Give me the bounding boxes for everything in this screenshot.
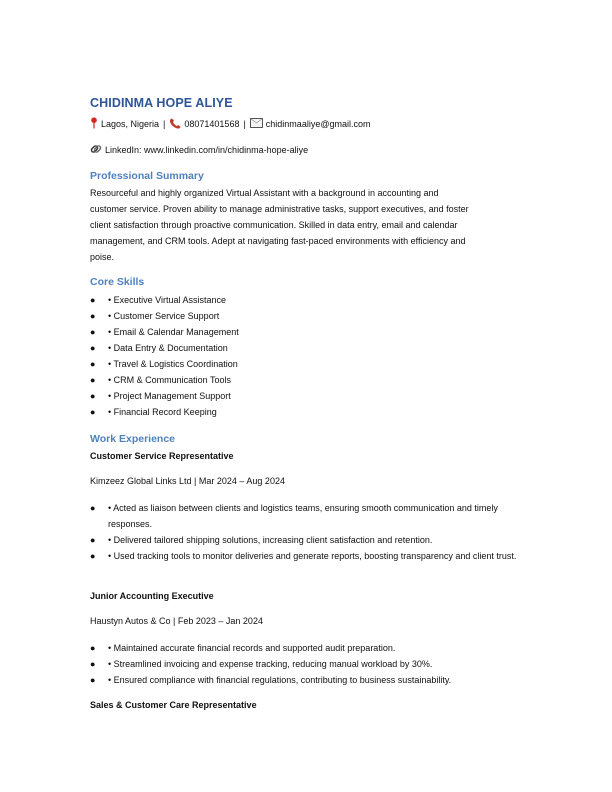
job-bullets xyxy=(90,640,520,688)
skills-list xyxy=(90,292,520,420)
skill-item: ● • Data Entry & Documentation xyxy=(90,340,520,356)
job-title: Customer Service Representative xyxy=(90,451,234,461)
bullet-icon: ● xyxy=(90,391,96,401)
bullet-icon: ● xyxy=(90,675,96,685)
summary-text xyxy=(90,185,530,265)
job-company-dates: Haustyn Autos & Co | Feb 2023 – Jan 2024 xyxy=(90,616,263,626)
job-title: Sales & Customer Care Representative xyxy=(90,700,257,710)
phone-text: 08071401568 xyxy=(184,119,240,129)
job-bullet: ● • Maintained accurate financial records and supported audit preparation. xyxy=(90,640,520,656)
job-bullets xyxy=(90,500,520,564)
contact-line xyxy=(90,117,370,131)
envelope-icon xyxy=(250,118,263,130)
job-title: Junior Accounting Executive xyxy=(90,591,214,601)
bullet-icon: ● xyxy=(90,535,96,545)
bullet-icon: ● xyxy=(90,503,96,513)
pin-icon xyxy=(90,117,98,131)
job-bullet: ● • Used tracking tools to monitor deliveries and generate reports, boosting transparency and client trust. xyxy=(90,548,520,564)
experience-heading: Work Experience xyxy=(90,433,176,445)
bullet-icon: ● xyxy=(90,343,96,353)
phone-icon xyxy=(169,118,181,131)
job-bullet: ● • Acted as liaison between clients and logistics teams, ensuring smooth communication and timely responses. xyxy=(90,500,520,532)
bullet-icon: ● xyxy=(90,551,96,561)
bullet-icon: ● xyxy=(90,359,96,369)
bullet-icon: ● xyxy=(90,295,96,305)
separator: | xyxy=(243,119,246,129)
bullet-icon: ● xyxy=(90,327,96,337)
job-bullet: ● • Ensured compliance with financial regulations, contributing to business sustainability. xyxy=(90,672,520,688)
summary-line: poise. xyxy=(90,252,115,262)
skill-item: ● • Project Management Support xyxy=(90,388,520,404)
skill-item: ● • Executive Virtual Assistance xyxy=(90,292,520,308)
summary-heading: Professional Summary xyxy=(90,170,204,182)
separator: | xyxy=(163,119,166,129)
link-icon xyxy=(90,143,102,157)
skills-heading: Core Skills xyxy=(90,276,145,288)
linkedin-link[interactable]: LinkedIn: www.linkedin.com/in/chidinma-hope-aliye xyxy=(105,145,309,155)
bullet-icon: ● xyxy=(90,643,96,653)
job-company-dates: Kimzeez Global Links Ltd | Mar 2024 – Aug 2024 xyxy=(90,476,285,486)
location-text: Lagos, Nigeria xyxy=(101,119,160,129)
linkedin-line xyxy=(90,143,308,157)
summary-line: customer service. Proven ability to manage administrative tasks, support executives, and foster xyxy=(90,204,469,214)
skill-item: ● • Email & Calendar Management xyxy=(90,324,520,340)
bullet-icon: ● xyxy=(90,407,96,417)
bullet-icon: ● xyxy=(90,659,96,669)
skill-item: ● • Travel & Logistics Coordination xyxy=(90,356,520,372)
summary-line: Resourceful and highly organized Virtual Assistant with a background in accounting and xyxy=(90,188,439,198)
skill-item: ● • Financial Record Keeping xyxy=(90,404,520,420)
bullet-icon: ● xyxy=(90,375,96,385)
summary-line: client satisfaction through proactive communication. Skilled in data entry, email and calendar xyxy=(90,220,458,230)
bullet-icon: ● xyxy=(90,311,96,321)
skill-item: ● • Customer Service Support xyxy=(90,308,520,324)
email-link[interactable]: chidinmaaliye@gmail.com xyxy=(265,119,371,129)
job-bullet: ● • Streamlined invoicing and expense tracking, reducing manual workload by 30%. xyxy=(90,656,520,672)
candidate-name: CHIDINMA HOPE ALIYE xyxy=(90,96,233,110)
job-bullet: ● • Delivered tailored shipping solutions, increasing client satisfaction and retention. xyxy=(90,532,520,548)
summary-line: management, and CRM tools. Adept at navigating fast-paced environments with efficiency and xyxy=(90,236,466,246)
skill-item: ● • CRM & Communication Tools xyxy=(90,372,520,388)
